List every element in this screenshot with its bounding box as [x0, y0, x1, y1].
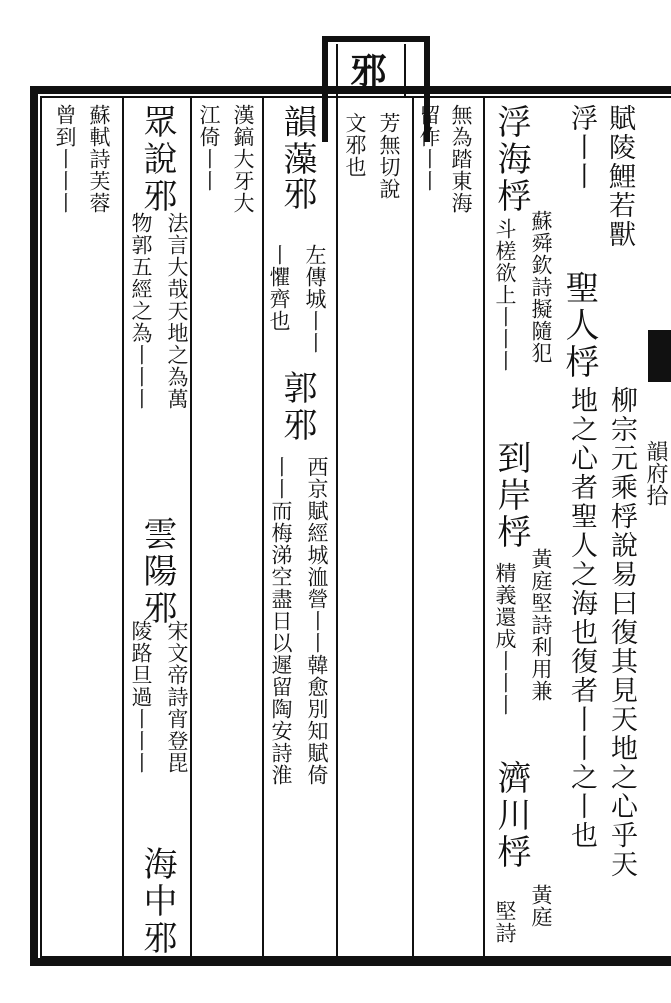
- heading-tab-rule-left: [336, 44, 338, 96]
- text-column: 黃庭堅詩利用兼: [529, 548, 553, 702]
- column-rule: [190, 96, 192, 958]
- text-column: 精義還成丨丨丨: [493, 562, 517, 716]
- entry-heading: 雲陽邪: [137, 516, 177, 627]
- text-column: 宋文帝詩宵登毘: [165, 620, 189, 774]
- edge-text-fragment: 韻府拾: [643, 440, 668, 506]
- column-rule: [122, 96, 124, 958]
- text-column: 法言大哉天地之為萬: [165, 212, 189, 410]
- text-column: 曾到丨丨丨: [53, 104, 77, 214]
- page-heading: 邪: [345, 52, 387, 88]
- text-column: 賦陵鯉若獸: [604, 104, 635, 249]
- text-column: 蘇軾詩芙蓉: [87, 104, 111, 214]
- entry-heading: 聖人桴: [559, 270, 599, 381]
- text-column: 柳宗元乘桴說易曰復其見天地之心乎天: [606, 386, 637, 879]
- text-column: 丨懼齊也: [267, 244, 291, 332]
- entry-heading: 到岸桴: [491, 440, 531, 551]
- entry-heading: 海中邪: [137, 846, 177, 957]
- text-column: 文邪也: [343, 112, 367, 178]
- text-column: 無為踏東海: [449, 104, 473, 214]
- text-column: 西京賦經城洫營丨丨韓愈別知賦倚: [305, 456, 329, 786]
- column-rule: [262, 96, 264, 958]
- text-column: 黃庭: [529, 884, 553, 928]
- text-column: 丨丨而梅涕空盡日以遲留陶安詩淮: [269, 456, 293, 786]
- entry-heading: 眾說邪: [137, 104, 177, 215]
- text-column: 江倚丨丨: [197, 104, 221, 192]
- entry-heading: 邪: [277, 176, 317, 213]
- column-rule: [483, 96, 485, 958]
- text-column: 芳無切說: [377, 112, 401, 200]
- text-column: 斗槎欲上丨丨丨: [493, 218, 517, 372]
- entry-heading: 濟川桴: [491, 760, 531, 871]
- edge-marker: [648, 330, 671, 382]
- text-column: 地之心者聖人之海也復者丨丨之丨也: [566, 386, 597, 850]
- text-column: 蘇舜欽詩擬隨犯: [529, 210, 553, 364]
- text-column: 浮丨丨: [566, 104, 597, 191]
- text-column: 留作丨丨: [417, 104, 441, 192]
- text-column: 堅詩: [493, 900, 517, 944]
- text-column: 漢鎬大牙大: [231, 104, 255, 214]
- entry-heading: 韻藻: [277, 104, 317, 178]
- column-rule: [412, 96, 414, 958]
- heading-tab-rule-right: [404, 44, 406, 96]
- text-column: 左傳城丨丨: [303, 244, 327, 354]
- entry-heading: 郭邪: [277, 370, 317, 444]
- text-column: 陵路旦過丨丨丨: [129, 620, 153, 774]
- text-column: 物郭五經之為丨丨丨: [129, 212, 153, 410]
- column-rule: [336, 96, 338, 958]
- entry-heading: 浮海桴: [491, 104, 531, 215]
